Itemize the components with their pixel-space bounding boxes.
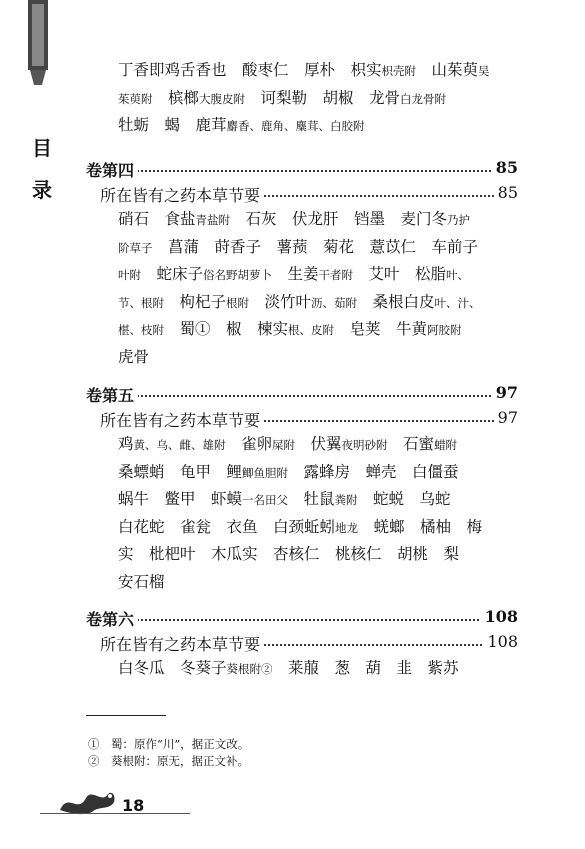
page-number: 18 xyxy=(122,796,145,815)
entry-line xyxy=(118,292,585,313)
annotation-text: 蜡附 xyxy=(434,438,458,452)
entry-text: 生姜 xyxy=(272,265,319,283)
annotation-text: 屎附 xyxy=(272,438,296,452)
page-ref: 108 xyxy=(483,632,518,651)
entry-text: 虎骨 xyxy=(118,347,150,366)
section-title: 卷第五 xyxy=(86,383,138,406)
annotation-text: 鲫鱼胆附 xyxy=(242,465,289,480)
page-ref: 108 xyxy=(481,607,518,626)
annotation-text: 一名田父 xyxy=(242,493,289,507)
entry-text: 石蜜 xyxy=(387,435,435,453)
entry-line xyxy=(118,88,585,109)
entry-text: 蛇蜕 乌蛇 xyxy=(357,490,451,508)
side-label-lu: 录 xyxy=(32,178,52,202)
annotation-text: 乃护 xyxy=(447,213,471,227)
annotation-text: 葵根附② xyxy=(226,662,273,676)
annotation-text: 茱萸附 xyxy=(118,91,153,106)
annotation-text: 地龙 xyxy=(335,520,359,535)
annotation-text: 麝香、鹿角、麋茸、白胶附 xyxy=(226,119,365,133)
entry-text: 实 枇杷叶 木瓜实 杏核仁 桃核仁 胡桃 梨 xyxy=(118,545,460,563)
entry-line xyxy=(118,658,585,679)
annotation-text: 叶、汁、 xyxy=(434,295,481,310)
annotation-text: 吴 xyxy=(478,64,490,78)
annotation-text: 根附 xyxy=(226,295,250,310)
page-ref: 97 xyxy=(492,383,518,402)
entry-text: 山茱萸 xyxy=(416,61,479,79)
subsection-heading[interactable] xyxy=(100,632,518,652)
entry-text: 雀卵 xyxy=(225,435,273,453)
entry-line xyxy=(118,434,585,455)
dot-leader xyxy=(86,395,518,397)
annotation-text: 阿胶附 xyxy=(427,323,462,337)
section-heading[interactable] xyxy=(86,607,518,627)
entry-text: 蜣螂 橘柚 梅 xyxy=(358,517,483,536)
page-ref: 97 xyxy=(494,408,518,427)
entry-text: 硝石 食盐 xyxy=(118,210,196,228)
annotation-text: 叶、 xyxy=(446,268,470,282)
entry-text: 蛇床子 xyxy=(141,265,204,283)
entry-text: 安石榴 xyxy=(118,572,165,591)
entry-line xyxy=(118,115,585,136)
section-title: 卷第四 xyxy=(86,158,138,181)
entry-line xyxy=(118,319,585,340)
annotation-text: 大腹皮附 xyxy=(199,91,246,106)
page-ref: 85 xyxy=(492,158,518,177)
dot-leader xyxy=(86,619,518,621)
entry-text: 枸杞子 xyxy=(164,292,227,311)
annotation-text: 黄、乌、雌、雄附 xyxy=(133,438,226,452)
dragon-ornament xyxy=(58,784,118,816)
annotation-text: 青盐附 xyxy=(195,213,231,227)
annotation-text: 粪附 xyxy=(334,493,358,507)
annotation-text: 节、根附 xyxy=(118,295,164,310)
entry-text: 莱菔 葱 葫 韭 紫苏 xyxy=(272,659,459,677)
annotation-text: 枳壳附 xyxy=(381,64,417,78)
dot-leader xyxy=(86,170,518,172)
footer-line xyxy=(40,813,190,814)
entry-text: 鸡 xyxy=(118,435,134,453)
entry-line xyxy=(118,264,585,285)
entry-text: 露蜂房 蝉壳 白僵蚕 xyxy=(288,462,459,481)
entry-text: 淡竹叶 xyxy=(249,292,312,311)
entry-text: 桑根白皮 xyxy=(357,292,435,311)
ornament-corner xyxy=(28,0,48,90)
entry-text: 诃梨勒 胡椒 龙骨 xyxy=(245,88,401,107)
entry-text: 白冬瓜 冬葵子 xyxy=(118,659,227,677)
annotation-text: 夜明砂附 xyxy=(341,438,388,452)
entry-line xyxy=(118,237,585,258)
entry-text: 菖蒲 莳香子 薯蓣 菊花 薏苡仁 车前子 xyxy=(152,237,479,256)
page-ref: 85 xyxy=(494,183,518,202)
entry-text: 白花蛇 雀瓮 衣鱼 白颈蚯蚓 xyxy=(118,517,336,536)
footnote-rule xyxy=(86,715,166,716)
section-title: 所在皆有之药本草节要 xyxy=(100,408,264,431)
entry-text: 伏翼 xyxy=(295,435,342,453)
section-title: 卷第六 xyxy=(86,607,138,630)
entry-text: 石灰 伏龙肝 铛墨 麦门冬 xyxy=(230,210,448,228)
section-title: 所在皆有之药本草节要 xyxy=(100,632,264,655)
annotation-text: 干者附 xyxy=(318,268,354,282)
entry-line xyxy=(118,60,585,81)
entry-text: 皂荚 牛黄 xyxy=(334,320,428,338)
annotation-text: 俗名野胡萝卜 xyxy=(203,268,273,282)
entry-line xyxy=(118,517,585,538)
entry-line xyxy=(118,544,585,564)
footnote-2: ② 葵根附：原无，据正文补。 xyxy=(88,754,249,768)
annotation-text: 椹、枝附 xyxy=(118,323,164,337)
subsection-heading[interactable] xyxy=(100,183,518,203)
entry-text: 牡鼠 xyxy=(288,490,335,508)
entry-text: 桑螵蛸 龟甲 鲤 xyxy=(118,462,243,481)
entry-line xyxy=(118,209,585,230)
entry-line xyxy=(118,572,585,592)
annotation-text: 叶附 xyxy=(118,268,141,282)
entry-text: 酸枣仁 厚朴 枳实 xyxy=(242,61,382,79)
side-label-mu: 目 xyxy=(32,136,52,160)
entry-text: 丁香即鸡舌香也 xyxy=(118,61,243,79)
subsection-heading[interactable] xyxy=(100,408,518,428)
annotation-text: 根、皮附 xyxy=(288,323,335,337)
section-heading[interactable] xyxy=(86,383,518,403)
annotation-text: 阶草子 xyxy=(118,240,153,255)
entry-line xyxy=(118,462,585,483)
entry-text: 槟榔 xyxy=(152,88,200,107)
annotation-text: 白龙骨附 xyxy=(400,91,447,106)
entry-text: 艾叶 松脂 xyxy=(353,265,447,283)
entry-text: 蜀① 椒 楝实 xyxy=(164,320,289,338)
section-title: 所在皆有之药本草节要 xyxy=(100,183,264,206)
entry-line xyxy=(118,489,585,510)
entry-text: 牡蛎 蝎 鹿茸 xyxy=(118,116,227,134)
annotation-text: 沥、茹附 xyxy=(311,295,358,310)
section-heading[interactable] xyxy=(86,158,518,178)
footnote-1: ① 蜀：原作“川”，据正文改。 xyxy=(88,737,250,751)
entry-line xyxy=(118,347,585,367)
entry-text: 蜗牛 鳖甲 虾蟆 xyxy=(118,490,243,508)
